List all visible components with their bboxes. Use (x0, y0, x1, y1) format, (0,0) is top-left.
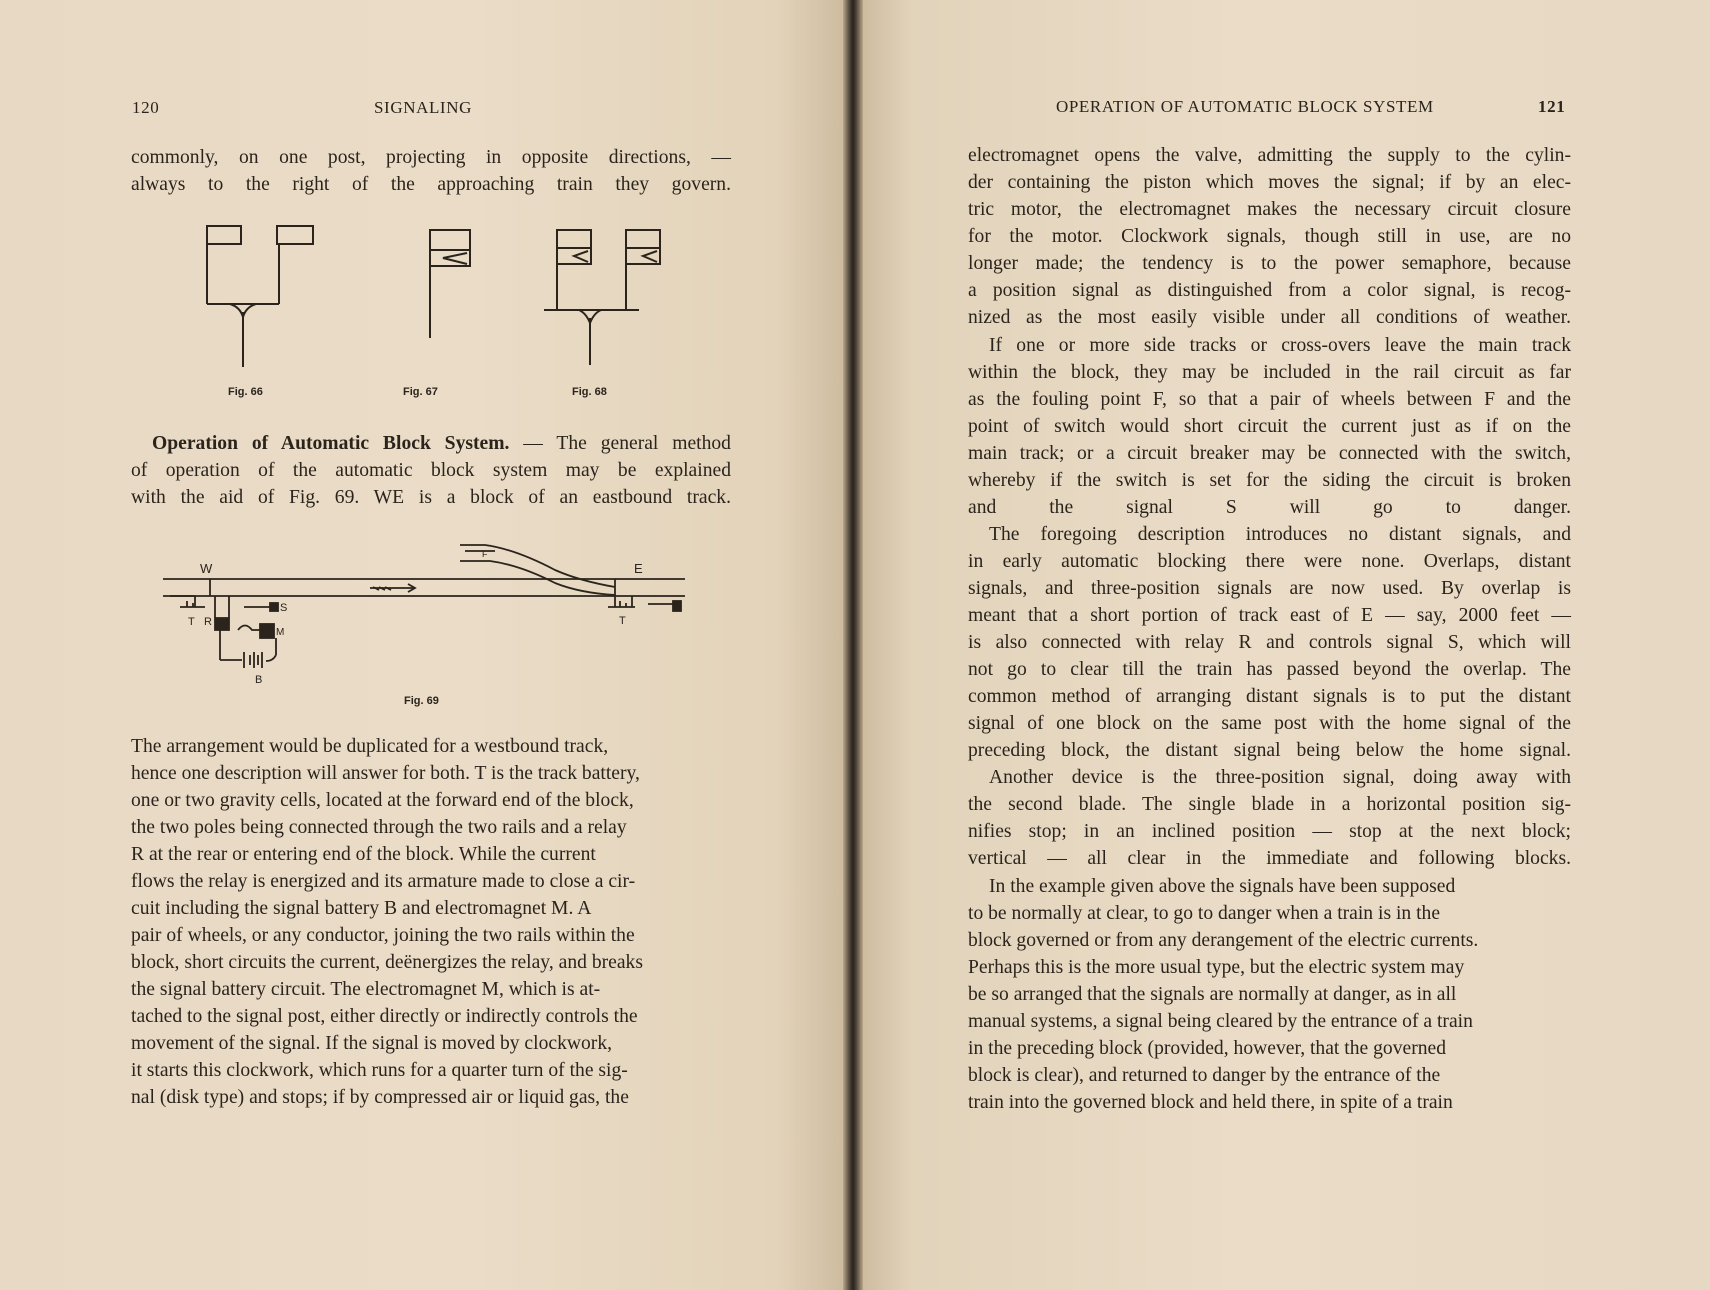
text-line: cuit including the signal battery B and electromagnet M. A (131, 898, 592, 919)
text-line: nized as the most easily visible under all conditions of weather. (968, 307, 1571, 328)
text-line: be so arranged that the signals are normally at danger, as in all (968, 984, 1457, 1005)
text-line: pair of wheels, or any conductor, joining the two rails within the (131, 925, 635, 946)
text-line: If one or more side tracks or cross-overs leave the main track (989, 335, 1571, 356)
figure-68-signal-diagram (544, 228, 664, 368)
section-heading: Operation of Automatic Block System. (152, 433, 510, 454)
right-para-2 (968, 332, 1571, 521)
figure-66-caption: Fig. 66 (228, 386, 263, 398)
figure-66-signal-diagram (200, 222, 320, 372)
figure-69-block-circuit-diagram (160, 535, 700, 695)
text-line: in the preceding block (provided, however, that the governed (968, 1038, 1447, 1059)
label-r: R (204, 616, 212, 628)
text-line: is also connected with relay R and controls signal S, which will (968, 632, 1571, 653)
text-line: one or two gravity cells, located at the forward end of the block, (131, 790, 634, 811)
left-para-2 (131, 430, 731, 511)
left-running-title: SIGNALING (374, 98, 472, 117)
right-page-number: 121 (1538, 97, 1566, 116)
text-line: tached to the signal post, either directly or indirectly controls the (131, 1006, 638, 1027)
text-line: manual systems, a signal being cleared by the entrance of a train (968, 1011, 1473, 1032)
text-line: for the motor. Clockwork signals, though still in use, are no (968, 226, 1571, 247)
text-line: meant that a short portion of track east of E — say, 2000 feet — (968, 605, 1571, 626)
right-running-title: OPERATION OF AUTOMATIC BLOCK SYSTEM (1056, 97, 1434, 116)
text-line: in early automatic blocking there were none. Overlaps, distant (968, 551, 1571, 572)
text-line: R at the rear or entering end of the block. While the current (131, 844, 596, 865)
text-line: it starts this clockwork, which runs for a quarter turn of the sig- (131, 1060, 628, 1081)
text-line: signal of one block on the same post with the home signal of the (968, 713, 1571, 734)
left-para-3 (131, 733, 731, 1111)
text-line: nifies stop; in an inclined position — stop at the next block; (968, 821, 1571, 842)
text-line: nal (disk type) and stops; if by compressed air or liquid gas, the (131, 1087, 629, 1108)
text-line: the two poles being connected through the two rails and a relay (131, 817, 627, 838)
figure-69-caption: Fig. 69 (404, 695, 439, 707)
book-gutter (843, 0, 863, 1290)
text-line: not go to clear till the train has passed beyond the overlap. The (968, 659, 1571, 680)
text-line: and the signal S will go to danger. (968, 497, 1571, 518)
text-line: preceding block, the distant signal being below the home signal. (968, 740, 1571, 761)
text-line: whereby if the switch is set for the siding the circuit is broken (968, 470, 1571, 491)
text-line: to be normally at clear, to go to danger when a train is in the (968, 903, 1441, 924)
text-line: Perhaps this is the more usual type, but the electric system may (968, 957, 1465, 978)
text-line: commonly, on one post, projecting in opposite directions, — (131, 147, 731, 168)
text-line: as the fouling point F, so that a pair of wheels between F and the (968, 389, 1571, 410)
text-line: movement of the signal. If the signal is moved by clockwork, (131, 1033, 613, 1054)
text-line: train into the governed block and held there, in spite of a train (968, 1092, 1453, 1113)
right-para-3 (968, 521, 1571, 764)
text-line: main track; or a circuit breaker may be connected with the switch, (968, 443, 1571, 464)
figure-67-caption: Fig. 67 (403, 386, 438, 398)
text-line: flows the relay is energized and its armature made to close a cir- (131, 871, 636, 892)
label-t-left: T (188, 616, 195, 628)
text-line: within the block, they may be included in the rail circuit as far (968, 362, 1571, 383)
label-s: S (280, 602, 288, 614)
label-f: F (482, 549, 488, 559)
text-line: common method of arranging distant signals is to put the distant (968, 686, 1571, 707)
text-line: Another device is the three-position signal, doing away with (989, 767, 1571, 788)
label-t-right: T (619, 615, 626, 627)
text-line: hence one description will answer for both. T is the track battery, (131, 763, 640, 784)
label-b: B (255, 674, 263, 686)
text-line: always to the right of the approaching train they govern. (131, 174, 731, 195)
text-line: The foregoing description introduces no distant signals, and (989, 524, 1571, 545)
label-e: E (634, 561, 643, 576)
label-w: W (200, 561, 213, 576)
text-line: point of switch would short circuit the current just as if on the (968, 416, 1571, 437)
text-line (131, 430, 731, 457)
text-line: of operation of the automatic block system may be explained (131, 460, 731, 481)
right-para-1 (968, 142, 1571, 331)
figure-68-caption: Fig. 68 (572, 386, 607, 398)
text-line: longer made; the tendency is to the power semaphore, because (968, 253, 1571, 274)
text-line: signals, and three-position signals are now used. By overlap is (968, 578, 1571, 599)
text-line: the second blade. The single blade in a horizontal position sig- (968, 794, 1571, 815)
right-para-4 (968, 764, 1571, 872)
text-line: der containing the piston which moves the signal; if by an elec- (968, 172, 1571, 193)
text-line: block governed or from any derangement of the electric currents. (968, 930, 1479, 951)
text-line: In the example given above the signals have been supposed (989, 876, 1456, 897)
left-para-1 (131, 144, 731, 198)
text-line: block, short circuits the current, deënergizes the relay, and breaks (131, 952, 643, 973)
text-line: the signal battery circuit. The electromagnet M, which is at- (131, 979, 601, 1000)
text-line-rest: — The general method (509, 433, 731, 454)
figure-67-signal-diagram (425, 228, 475, 343)
text-line: with the aid of Fig. 69. WE is a block of an eastbound track. (131, 487, 731, 508)
text-line: electromagnet opens the valve, admitting the supply to the cylin- (968, 145, 1571, 166)
text-line: block is clear), and returned to danger by the entrance of the (968, 1065, 1441, 1086)
right-para-5 (968, 873, 1571, 1116)
text-line: vertical — all clear in the immediate and following blocks. (968, 848, 1571, 869)
label-m: M (276, 627, 285, 638)
text-line: The arrangement would be duplicated for a westbound track, (131, 736, 609, 757)
text-line: tric motor, the electromagnet makes the necessary circuit closure (968, 199, 1571, 220)
left-page-number: 120 (132, 98, 160, 117)
text-line: a position signal as distinguished from a color signal, is recog- (968, 280, 1571, 301)
